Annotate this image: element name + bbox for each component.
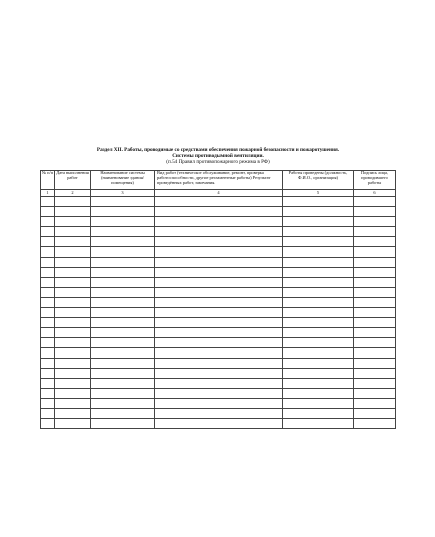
- table-cell: [41, 227, 55, 237]
- table-cell: [354, 227, 396, 237]
- table-cell: [283, 378, 354, 388]
- table-cell: [41, 368, 55, 378]
- table-cell: [91, 257, 155, 267]
- table-cell: [354, 328, 396, 338]
- table-cell: [155, 197, 283, 207]
- table-cell: [55, 348, 91, 358]
- table-row: [41, 297, 396, 307]
- header-work-type: Вид работ (техническое обслуживание, ремонт, проверка работоспособности, другие регламентные работы) Результат проведённых работ, замечания.: [155, 171, 283, 190]
- column-number: 2: [55, 190, 91, 197]
- table-cell: [41, 398, 55, 408]
- table-cell: [41, 318, 55, 328]
- table-cell: [155, 257, 283, 267]
- table-cell: [55, 257, 91, 267]
- table-row: [41, 398, 396, 408]
- table-cell: [55, 277, 91, 287]
- table-cell: [91, 247, 155, 257]
- table-cell: [91, 338, 155, 348]
- table-cell: [155, 408, 283, 418]
- table-cell: [55, 338, 91, 348]
- table-cell: [55, 408, 91, 418]
- table-cell: [55, 328, 91, 338]
- table-cell: [354, 348, 396, 358]
- table-cell: [91, 408, 155, 418]
- table-cell: [41, 217, 55, 227]
- table-row: [41, 368, 396, 378]
- table-cell: [91, 227, 155, 237]
- table-row: [41, 287, 396, 297]
- table-cell: [155, 388, 283, 398]
- table-cell: [55, 419, 91, 429]
- table-cell: [155, 348, 283, 358]
- table-cell: [283, 247, 354, 257]
- table-row: [41, 419, 396, 429]
- table-cell: [91, 207, 155, 217]
- table-cell: [283, 358, 354, 368]
- section-reference: (п.54 Правил противопожарного режима в РФ): [166, 159, 270, 165]
- table-cell: [41, 378, 55, 388]
- table-cell: [354, 207, 396, 217]
- table-cell: [91, 348, 155, 358]
- table-cell: [55, 308, 91, 318]
- table-cell: [283, 227, 354, 237]
- table-cell: [155, 297, 283, 307]
- column-number: 6: [354, 190, 396, 197]
- table-cell: [354, 398, 396, 408]
- table-cell: [354, 358, 396, 368]
- header-system-name: Наименование системы (наименование здания/ помещения): [91, 171, 155, 190]
- table-cell: [283, 348, 354, 358]
- header-signature: Подпись лица, проводившего работы: [354, 171, 396, 190]
- table-cell: [91, 267, 155, 277]
- table-row: [41, 277, 396, 287]
- table-cell: [91, 308, 155, 318]
- table-cell: [55, 237, 91, 247]
- table-row: [41, 257, 396, 267]
- table-row: [41, 237, 396, 247]
- table-cell: [91, 197, 155, 207]
- header-date: Дата выполнения работ: [55, 171, 91, 190]
- table-cell: [41, 267, 55, 277]
- table-cell: [41, 247, 55, 257]
- table-cell: [354, 287, 396, 297]
- table-cell: [155, 419, 283, 429]
- table-cell: [354, 197, 396, 207]
- table-cell: [283, 197, 354, 207]
- table-cell: [55, 368, 91, 378]
- table-cell: [354, 308, 396, 318]
- table-cell: [55, 217, 91, 227]
- table-row: [41, 318, 396, 328]
- table-cell: [55, 388, 91, 398]
- table-cell: [91, 277, 155, 287]
- table-cell: [91, 378, 155, 388]
- table-cell: [41, 419, 55, 429]
- table-cell: [155, 378, 283, 388]
- table-row: [41, 227, 396, 237]
- table-cell: [155, 217, 283, 227]
- table-cell: [55, 247, 91, 257]
- table-row: [41, 308, 396, 318]
- table-cell: [283, 388, 354, 398]
- table-cell: [55, 227, 91, 237]
- table-cell: [91, 297, 155, 307]
- table-cell: [55, 318, 91, 328]
- table-cell: [283, 257, 354, 267]
- table-row: [41, 378, 396, 388]
- table-cell: [283, 318, 354, 328]
- table-cell: [354, 277, 396, 287]
- table-cell: [55, 197, 91, 207]
- table-cell: [283, 368, 354, 378]
- table-row: [41, 388, 396, 398]
- header-number: № п/п: [41, 171, 55, 190]
- table-row: [41, 328, 396, 338]
- table-cell: [155, 247, 283, 257]
- table-cell: [155, 287, 283, 297]
- table-cell: [354, 237, 396, 247]
- section-heading: [40, 147, 396, 165]
- table-row: [41, 358, 396, 368]
- table-row: [41, 217, 396, 227]
- column-number: 5: [283, 190, 354, 197]
- table-cell: [283, 287, 354, 297]
- table-row: [41, 247, 396, 257]
- table-cell: [283, 408, 354, 418]
- table-cell: [41, 207, 55, 217]
- column-number: 3: [91, 190, 155, 197]
- table-cell: [41, 348, 55, 358]
- table-cell: [283, 237, 354, 247]
- table-cell: [155, 227, 283, 237]
- section-subtitle: Системы противодымной вентиляции.: [172, 153, 264, 159]
- table-cell: [354, 368, 396, 378]
- table-cell: [155, 267, 283, 277]
- table-cell: [283, 308, 354, 318]
- table-cell: [41, 257, 55, 267]
- table-cell: [354, 378, 396, 388]
- table-row: [41, 408, 396, 418]
- table-row: [41, 338, 396, 348]
- table-cell: [155, 368, 283, 378]
- table-cell: [91, 358, 155, 368]
- table-cell: [354, 267, 396, 277]
- table-cell: [155, 328, 283, 338]
- table-cell: [283, 217, 354, 227]
- table-cell: [41, 287, 55, 297]
- table-cell: [55, 378, 91, 388]
- table-cell: [41, 408, 55, 418]
- table-cell: [41, 328, 55, 338]
- table-cell: [354, 318, 396, 328]
- table-cell: [354, 217, 396, 227]
- table-cell: [155, 207, 283, 217]
- table-cell: [91, 217, 155, 227]
- table-cell: [354, 419, 396, 429]
- table-cell: [354, 247, 396, 257]
- table-cell: [55, 267, 91, 277]
- table-cell: [91, 388, 155, 398]
- table-cell: [55, 207, 91, 217]
- table-cell: [41, 358, 55, 368]
- table-cell: [155, 308, 283, 318]
- table-row: [41, 197, 396, 207]
- table-cell: [41, 237, 55, 247]
- table-cell: [91, 368, 155, 378]
- table-cell: [283, 419, 354, 429]
- section-title: Раздел XII. Работы, проводимые со средствами обеспечения пожарной безопасности и пожаротушения.: [96, 147, 340, 153]
- table-cell: [55, 297, 91, 307]
- table-header-row: [41, 171, 396, 190]
- table-cell: [283, 207, 354, 217]
- table-cell: [41, 338, 55, 348]
- table-cell: [354, 297, 396, 307]
- table-cell: [283, 338, 354, 348]
- table-row: [41, 348, 396, 358]
- column-number: 4: [155, 190, 283, 197]
- table-cell: [155, 338, 283, 348]
- table-cell: [155, 318, 283, 328]
- table-cell: [41, 297, 55, 307]
- table-cell: [283, 398, 354, 408]
- table-row: [41, 207, 396, 217]
- table-cell: [354, 388, 396, 398]
- table-cell: [354, 257, 396, 267]
- table-cell: [55, 398, 91, 408]
- column-number-row: [41, 190, 396, 197]
- table-row: [41, 267, 396, 277]
- table-cell: [41, 388, 55, 398]
- table-cell: [283, 297, 354, 307]
- table-cell: [91, 287, 155, 297]
- table-cell: [41, 277, 55, 287]
- table-cell: [55, 287, 91, 297]
- table-cell: [91, 328, 155, 338]
- table-cell: [155, 277, 283, 287]
- column-number: 1: [41, 190, 55, 197]
- table-cell: [283, 328, 354, 338]
- table-cell: [91, 398, 155, 408]
- works-log-table: [40, 170, 396, 429]
- table-cell: [155, 237, 283, 247]
- table-cell: [91, 419, 155, 429]
- header-performed-by: Работы проведены (должность, Ф.И.О., организация): [283, 171, 354, 190]
- table-cell: [155, 398, 283, 408]
- table-cell: [91, 237, 155, 247]
- table-cell: [283, 277, 354, 287]
- table-cell: [91, 318, 155, 328]
- table-cell: [354, 408, 396, 418]
- table-cell: [55, 358, 91, 368]
- table-cell: [354, 338, 396, 348]
- table-cell: [155, 358, 283, 368]
- table-cell: [283, 267, 354, 277]
- table-cell: [41, 308, 55, 318]
- table-cell: [41, 197, 55, 207]
